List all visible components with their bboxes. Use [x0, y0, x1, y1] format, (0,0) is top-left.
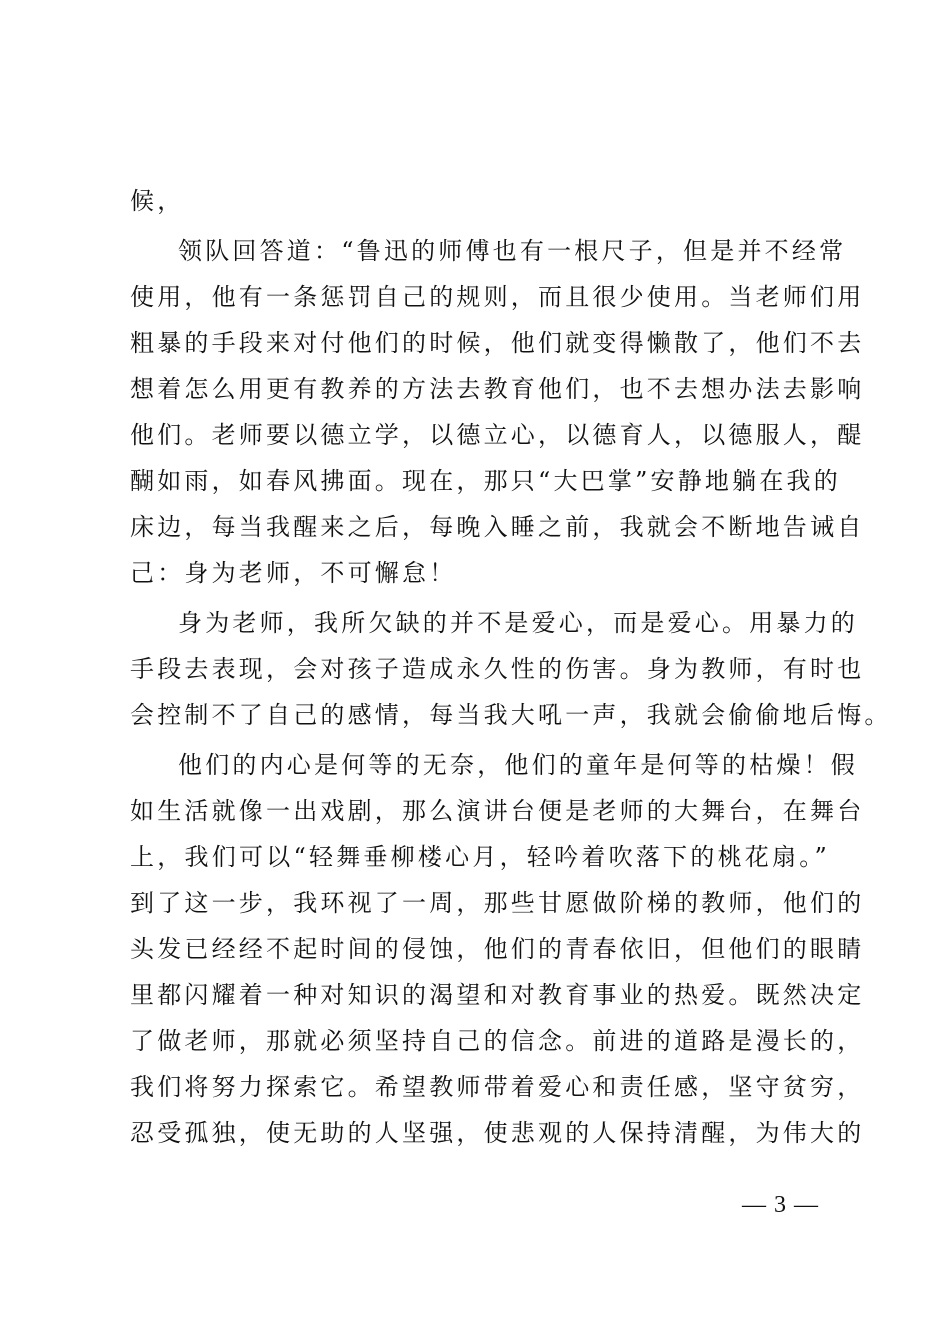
text-line: 己：身为老师，不可懈怠！ [130, 559, 457, 587]
text-line: 忍受孤独，使无助的人坚强，使悲观的人保持清醒，为伟大的 [130, 1119, 865, 1147]
text-line: 头发已经经不起时间的侵蚀，他们的青春依旧，但他们的眼睛 [130, 935, 865, 963]
text-line: 粗暴的手段来对付他们的时候，他们就变得懒散了，他们不去 [130, 329, 865, 357]
text-line: 床边，每当我醒来之后，每晚入睡之前，我就会不断地告诫自 [130, 513, 865, 541]
text-line: 领队回答道：“鲁迅的师傅也有一根尺子，但是并不经常 [178, 237, 847, 265]
text-line: 醐如雨，如春风拂面。现在，那只“大巴掌”安静地躺在我的 [130, 467, 841, 495]
text-line: 里都闪耀着一种对知识的渴望和对教育事业的热爱。既然决定 [130, 981, 865, 1009]
text-line: 如生活就像一出戏剧，那么演讲台便是老师的大舞台，在舞台 [130, 797, 865, 825]
text-line: 了做老师，那就必须坚持自己的信念。前进的道路是漫长的， [130, 1027, 865, 1055]
body-text [130, 178, 892, 1156]
text-line: 我们将努力探索它。希望教师带着爱心和责任感，坚守贫穷， [130, 1073, 865, 1101]
text-line: 到了这一步，我环视了一周，那些甘愿做阶梯的教师，他们的 [130, 889, 865, 917]
text-line: 身为老师，我所欠缺的并不是爱心，而是爱心。用暴力的 [178, 609, 858, 637]
text-line: 他们的内心是何等的无奈，他们的童年是何等的枯燥！假 [178, 751, 858, 779]
page-number: — 3 — [742, 1192, 819, 1218]
text-line: 上，我们可以“轻舞垂柳楼心月，轻吟着吹落下的桃花扇。” [130, 843, 830, 871]
text-line: 手段去表现，会对孩子造成永久性的伤害。身为教师，有时也 [130, 655, 865, 683]
text-line: 想着怎么用更有教养的方法去教育他们，也不去想办法去影响 [130, 375, 865, 403]
text-line: 使用，他有一条惩罚自己的规则，而且很少使用。当老师们用 [130, 283, 865, 311]
text-line: 他们。老师要以德立学，以德立心，以德育人，以德服人，醍 [130, 421, 865, 449]
text-line: 候， [130, 187, 185, 215]
text-line: 会控制不了自己的感情，每当我大吼一声，我就会偷偷地后悔。 [130, 701, 892, 729]
